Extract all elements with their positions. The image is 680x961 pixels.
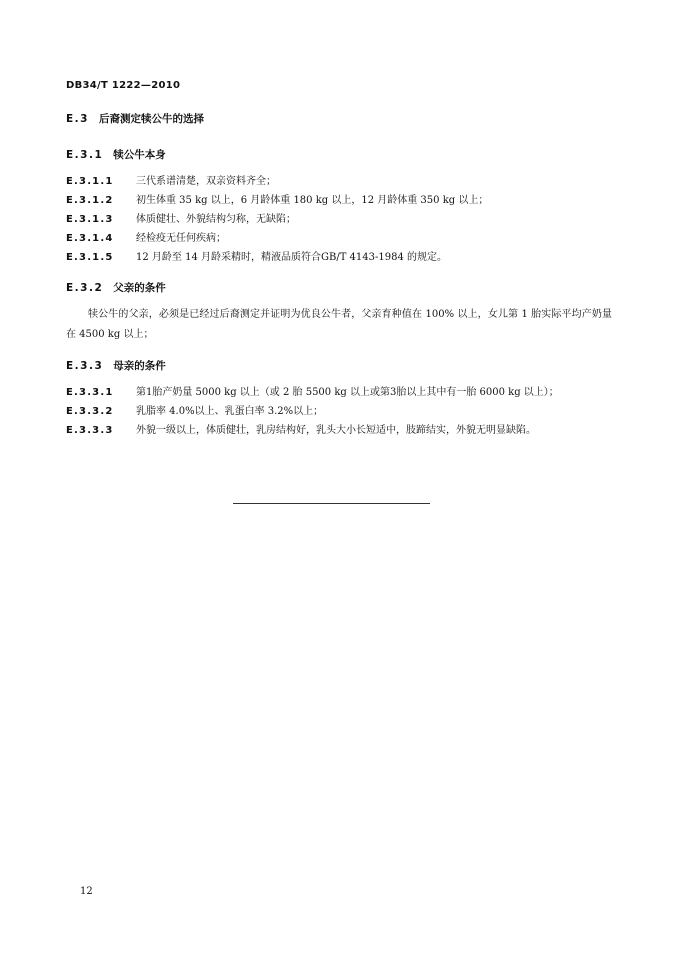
section-title: 后裔测定犊公牛的选择 <box>98 113 204 125</box>
item-number: E.3.1.4 <box>66 233 114 244</box>
subsection-number: E.3.3 <box>66 360 104 372</box>
item-number: E.3.1.3 <box>66 214 114 225</box>
subsection-title: 犊公牛本身 <box>113 149 166 161</box>
section-heading-e3 <box>66 110 612 128</box>
list-item <box>66 172 612 191</box>
subsection-number: E.3.2 <box>66 282 104 294</box>
list-item <box>66 421 612 440</box>
subsection-e3-2 <box>66 279 612 345</box>
list-item <box>66 229 612 248</box>
subsection-e3-3 <box>66 357 612 440</box>
item-text: 初生体重 35 kg 以上，6 月龄体重 180 kg 以上，12 月龄体重 350 kg 以上； <box>136 195 489 206</box>
item-text: 经检疫无任何疾病； <box>136 233 226 244</box>
section-number: E.3 <box>66 113 89 125</box>
list-item <box>66 210 612 229</box>
item-text: 12 月龄至 14 月龄采精时，精液品质符合GB/T 4143-1984 的规定。 <box>136 252 447 263</box>
document-body <box>66 110 612 452</box>
item-number: E.3.3.2 <box>66 406 114 417</box>
subsection-heading <box>66 279 612 297</box>
list-item <box>66 248 612 267</box>
list-item <box>66 191 612 210</box>
subsection-heading <box>66 357 612 375</box>
subsection-title: 父亲的条件 <box>113 282 166 294</box>
item-number: E.3.3.3 <box>66 425 114 436</box>
item-text: 外貌一级以上，体质健壮，乳房结构好，乳头大小长短适中，肢蹄结实，外貌无明显缺陷。 <box>136 425 536 436</box>
subsection-number: E.3.1 <box>66 149 104 161</box>
list-item <box>66 402 612 421</box>
item-number: E.3.1.5 <box>66 252 114 263</box>
end-rule <box>233 503 430 504</box>
subsection-heading <box>66 146 612 164</box>
subsection-e3-1 <box>66 146 612 267</box>
item-text: 第1胎产奶量 5000 kg 以上（或 2 胎 5500 kg 以上或第3胎以上其中有一胎 6000 kg 以上）； <box>136 387 559 398</box>
standard-code: DB34/T 1222—2010 <box>66 80 181 91</box>
page-number: 12 <box>80 886 93 897</box>
item-number: E.3.3.1 <box>66 387 114 398</box>
item-number: E.3.1.1 <box>66 176 114 187</box>
item-text: 三代系谱清楚，双亲资料齐全； <box>136 176 276 187</box>
subsection-title: 母亲的条件 <box>113 360 166 372</box>
item-number: E.3.1.2 <box>66 195 114 206</box>
item-text: 乳脂率 4.0%以上、乳蛋白率 3.2%以上； <box>136 406 324 417</box>
item-text: 体质健壮、外貌结构匀称，无缺陷； <box>136 214 296 225</box>
paragraph: 犊公牛的父亲，必须是已经过后裔测定并证明为优良公牛者，父亲育种值在 100% 以上，女儿第 1 胎实际平均产奶量在 4500 kg 以上； <box>66 309 612 340</box>
list-item <box>66 383 612 402</box>
